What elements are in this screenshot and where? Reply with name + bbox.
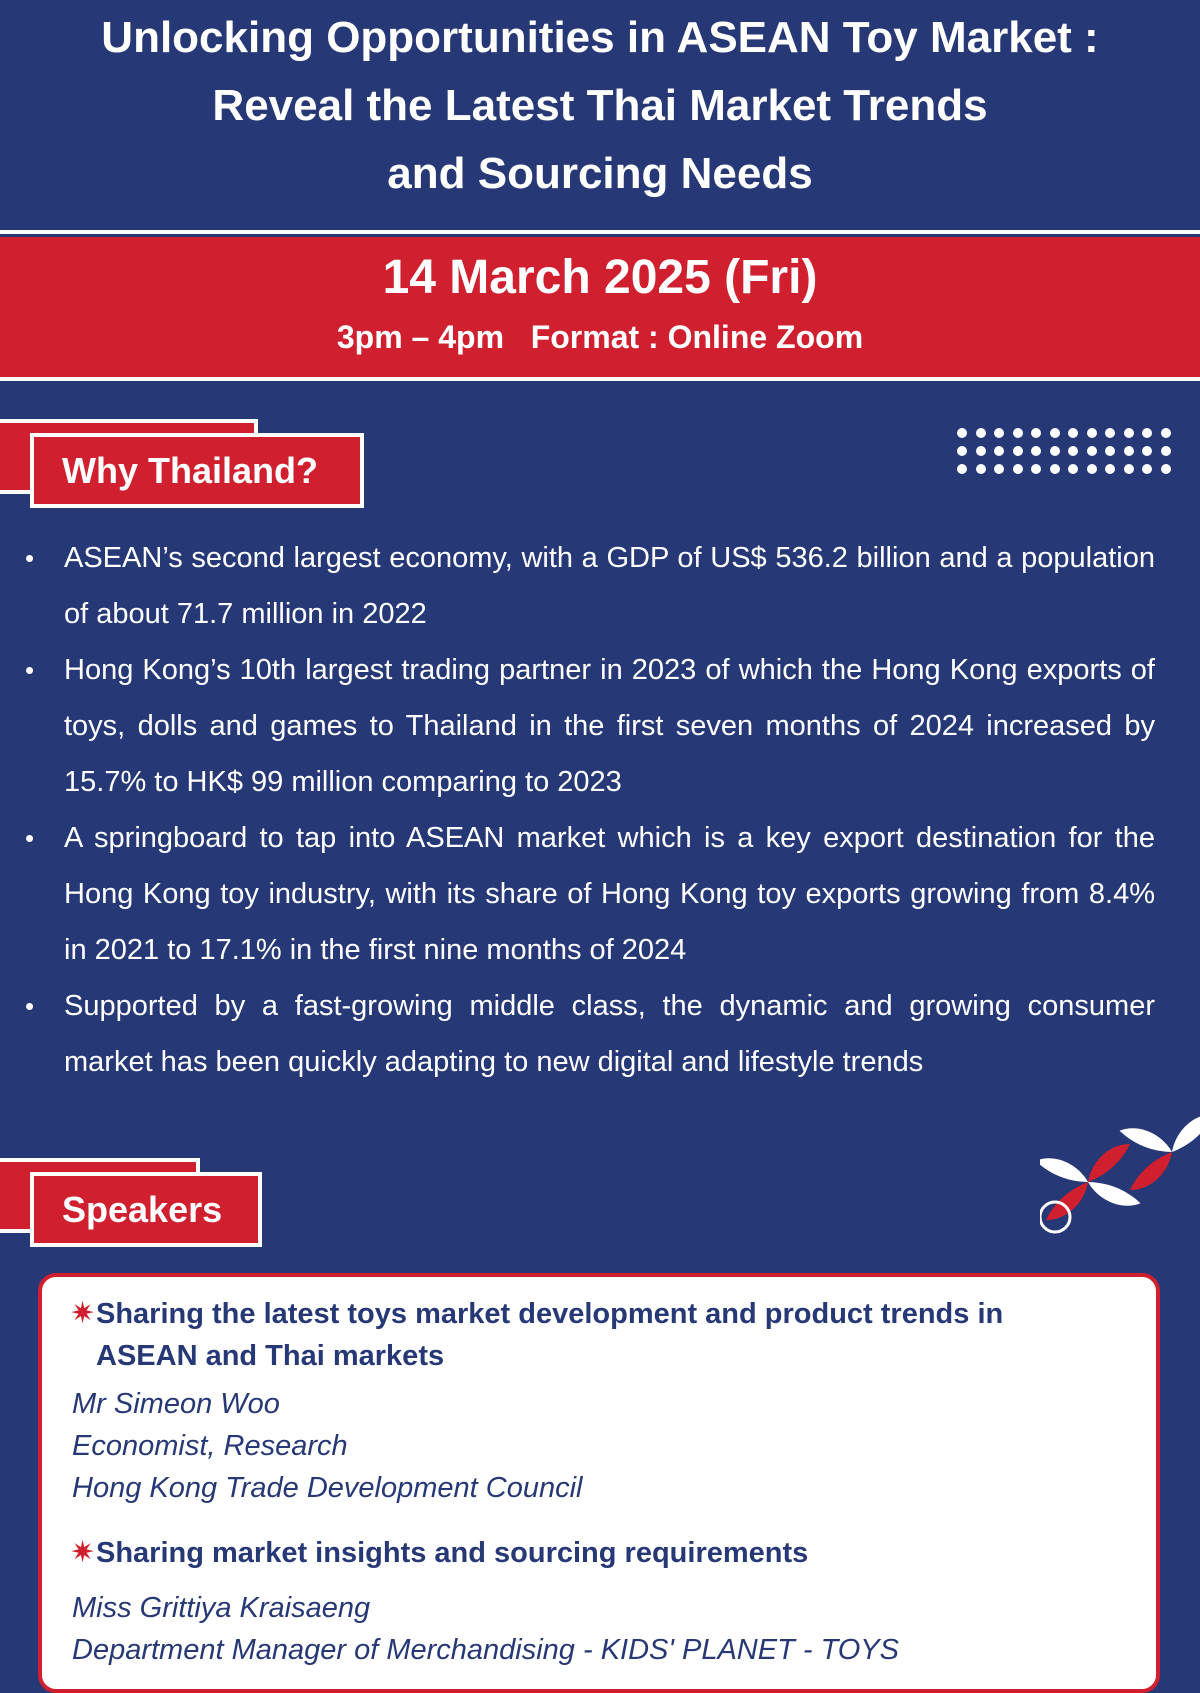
date-banner — [0, 237, 1200, 377]
list-item: • ASEAN’s second largest economy, with a GDP of US$ 536.2 billion and a population of about 71.7 million in 2022 — [25, 530, 1155, 642]
speakers-heading — [0, 1158, 265, 1248]
dot — [1142, 428, 1152, 438]
dot — [976, 464, 986, 474]
speaker-1-name: Mr Simeon Woo — [72, 1388, 280, 1420]
speaker-2-topic-text: Sharing market insights and sourcing requirements — [96, 1537, 809, 1569]
dot — [1105, 446, 1115, 456]
divider-top — [0, 230, 1200, 234]
list-item: • Hong Kong’s 10th largest trading partner in 2023 of which the Hong Kong exports of toys, dolls and games to Thailand in the first seven months of 2024 increased by 15.7% to HK$ 99 million comparing to 2023 — [25, 642, 1155, 810]
dot — [1013, 428, 1023, 438]
why-thailand-heading — [0, 419, 365, 509]
speaker-2-name: Miss Grittiya Kraisaeng — [72, 1592, 371, 1624]
dot — [1068, 428, 1078, 438]
dot — [1087, 428, 1097, 438]
title-line-3: and Sourcing Needs — [387, 149, 813, 198]
speaker-2-title: Department Manager of Merchandising - KIDS' PLANET - TOYS — [72, 1634, 899, 1666]
dot — [1124, 446, 1134, 456]
dot — [957, 464, 967, 474]
dot — [1142, 464, 1152, 474]
dot — [1031, 428, 1041, 438]
dot — [1050, 428, 1060, 438]
dot — [1105, 428, 1115, 438]
dot — [1031, 464, 1041, 474]
dot — [1013, 464, 1023, 474]
speaker-1-title: Economist, Research — [72, 1430, 348, 1462]
title-line-2: Reveal the Latest Thai Market Trends — [212, 81, 988, 130]
dot — [1142, 446, 1152, 456]
speaker-1-org: Hong Kong Trade Development Council — [72, 1472, 583, 1504]
dot — [1031, 446, 1041, 456]
petal-group-right — [1119, 1113, 1200, 1190]
dot — [976, 446, 986, 456]
petal-group-left — [1040, 1143, 1141, 1220]
dot — [976, 428, 986, 438]
dot — [1087, 446, 1097, 456]
list-item: • A springboard to tap into ASEAN market which is a key export destination for the Hong Kong toy industry, with its share of Hong Kong toy exports growing from 8.4% in 2021 to 17.1% in the first nine months of 2024 — [25, 810, 1155, 978]
speakers-label: Speakers — [30, 1172, 262, 1247]
list-item: • Supported by a fast-growing middle class, the dynamic and growing consumer market has been quickly adapting to new digital and lifestyle trends — [25, 978, 1155, 1090]
why-thailand-list — [25, 530, 1155, 1090]
petal-decoration — [1040, 1100, 1200, 1240]
dot — [1068, 464, 1078, 474]
dot — [1161, 428, 1171, 438]
dot — [1050, 446, 1060, 456]
speaker-1-topic-text: Sharing the latest toys market development and product trends in ASEAN and Thai markets — [96, 1298, 1004, 1372]
title-line-1: Unlocking Opportunities in ASEAN Toy Market : — [101, 13, 1099, 62]
dot-pattern — [957, 428, 1182, 474]
dot — [1124, 464, 1134, 474]
dot — [1013, 446, 1023, 456]
dot — [1105, 464, 1115, 474]
dot — [957, 446, 967, 456]
dot — [1161, 446, 1171, 456]
dot — [1050, 464, 1060, 474]
speaker-2-topic — [70, 1532, 1110, 1574]
dot — [1124, 428, 1134, 438]
dot — [994, 446, 1004, 456]
dot — [957, 428, 967, 438]
dot — [1087, 464, 1097, 474]
star-burst-icon: ✷ — [70, 1536, 96, 1569]
dot — [994, 464, 1004, 474]
event-title — [0, 0, 1200, 208]
event-date: 14 March 2025 (Fri) — [382, 251, 818, 304]
star-burst-icon: ✷ — [70, 1297, 96, 1330]
why-thailand-label: Why Thailand? — [30, 433, 364, 508]
dot — [1161, 464, 1171, 474]
event-time-format: 3pm – 4pm Format : Online Zoom — [336, 319, 864, 355]
divider-bottom — [0, 377, 1200, 381]
speakers-card — [38, 1273, 1160, 1693]
dot — [1068, 446, 1078, 456]
dot — [994, 428, 1004, 438]
speaker-1-topic — [70, 1293, 1110, 1377]
